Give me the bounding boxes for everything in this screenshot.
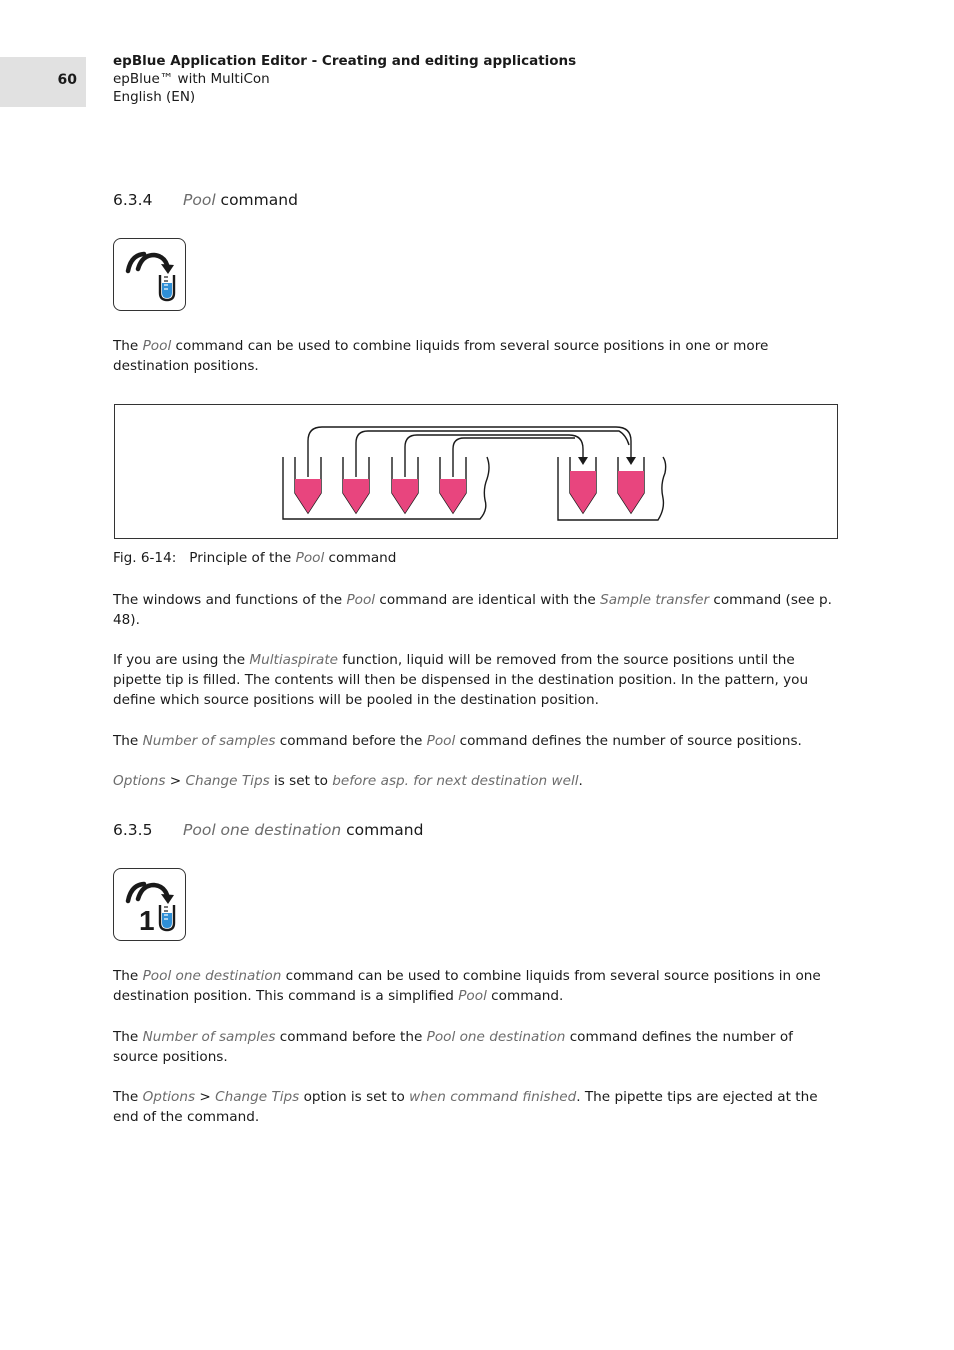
pool-one-destination-icon (113, 868, 186, 941)
number-of-samples-paragraph: The Number of samples command before the Pool command defines the number of source positions. (113, 733, 802, 749)
figure-caption: Fig. 6-14: Principle of the Pool command (113, 550, 397, 566)
page-number-tab (0, 57, 86, 107)
section-title-italic: Pool one destination (183, 821, 342, 839)
pool-one-destination-intro: The Pool one destination command can be used to combine liquids from several source positions in one destination position. This command is a simplified Pool command. (113, 968, 821, 1004)
section-heading-pool (113, 191, 298, 209)
section-heading-pool-one-destination (113, 821, 423, 839)
section-title-rest: command (215, 191, 298, 209)
product-name: epBlue™ with MultiCon (113, 71, 270, 87)
document-title: epBlue Application Editor - Creating and editing applications (113, 53, 577, 69)
pool-one-destination-samples-paragraph: The Number of samples command before the Pool one destination command defines the number of source positions. (113, 1029, 793, 1065)
multiaspirate-paragraph: If you are using the Multiaspirate function, liquid will be removed from the source positions until the pipette tip is filled. The contents will then be dispensed in the destination position. In the pattern, you define which source positions will be pooled in the destination position. (113, 652, 809, 708)
pool-intro-paragraph: The Pool command can be used to combine liquids from several source positions in one or more destination positions. (113, 338, 769, 374)
source-liquid (295, 479, 466, 513)
page-number: 60 (57, 72, 77, 88)
pool-principle-figure (114, 404, 838, 539)
section-number: 6.3.5 (113, 821, 153, 839)
document-language: English (EN) (113, 89, 196, 105)
section-title-italic: Pool (183, 191, 216, 209)
icon-digit: 1 (139, 905, 155, 936)
section-number: 6.3.4 (113, 191, 153, 209)
section-title-rest: command (341, 821, 424, 839)
pool-command-icon (113, 238, 186, 311)
pool-one-destination-options-paragraph: The Options > Change Tips option is set to when command finished. The pipette tips are ejected at the end of the command. (113, 1089, 818, 1125)
destination-liquid (570, 471, 644, 513)
change-tips-paragraph: Options > Change Tips is set to before asp. for next destination well. (113, 773, 583, 789)
windows-paragraph: The windows and functions of the Pool command are identical with the Sample transfer command (see p. 48). (113, 592, 832, 628)
